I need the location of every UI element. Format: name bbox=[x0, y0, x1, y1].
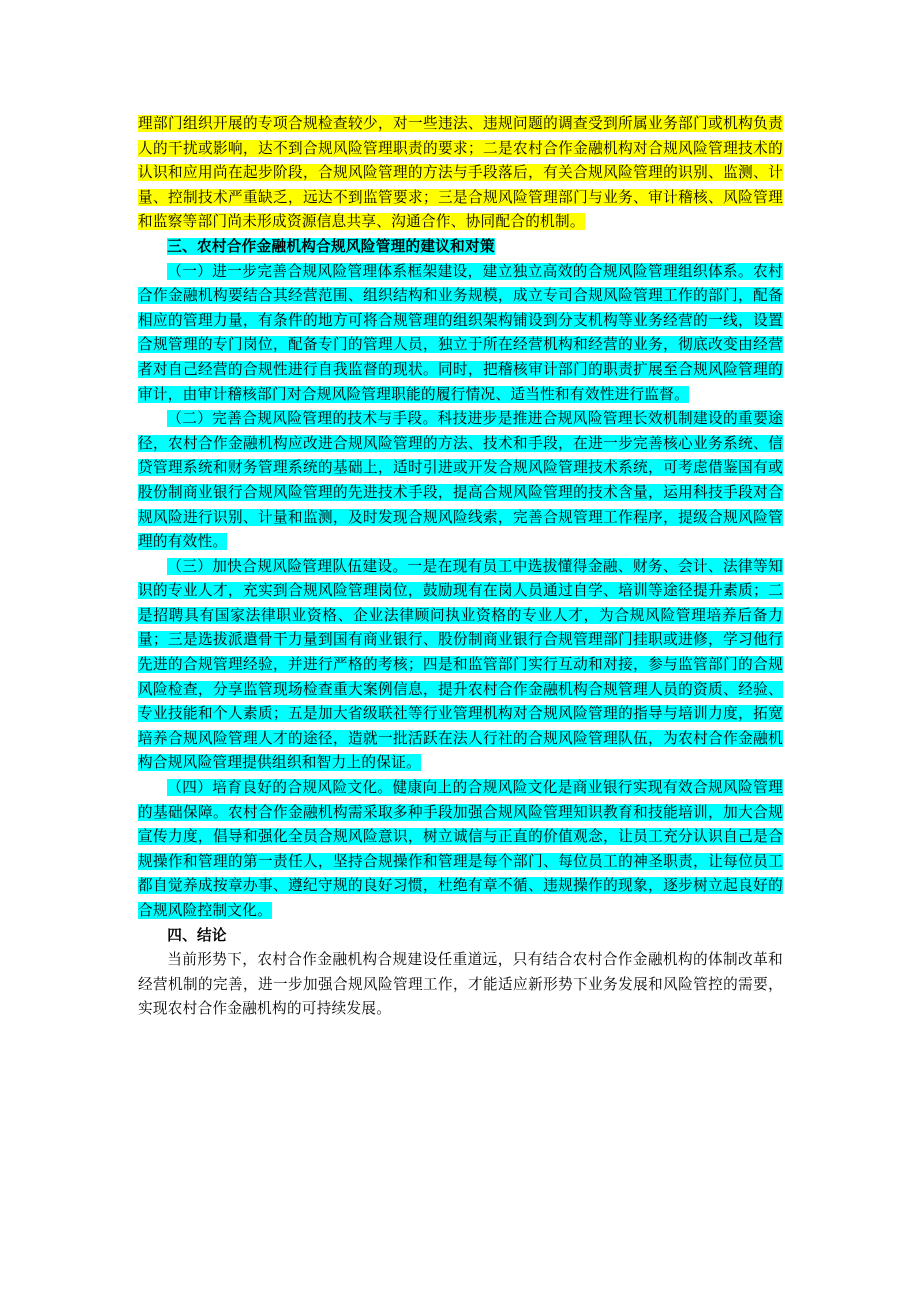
paragraph-intro bbox=[138, 112, 783, 235]
paragraph-three-text: （三）加快合规风险管理队伍建设。一是在现有员工中选拔懂得金融、财务、会计、法律等知识的专业人才，充实到合规风险管理岗位，鼓励现有在岗人员通过自学、培训等途径提升素质；二是招聘具有国家法律职业资格、企业法律顾问执业资格的专业人才，为合规风险管理培养后备力量；三是选拔派遣骨干力量到国有商业银行、股份制商业银行合规管理部门挂职或进修，学习他行先进的合规管理经验，并进行严格的考核；四是和监管部门实行互动和对接，参与监管部门的合规风险检查，分享监管现场检查重大案例信息，提升农村合作金融机构合规管理人员的资质、经验、专业技能和个人素质；五是加大省级联社等行业管理机构对合规风险管理的指导与培训力度，拓宽培养合规风险管理人才的途径，造就一批活跃在法人行社的合规风险管理队伍，为农村合作金融机构合规风险管理提供组织和智力上的保证。 bbox=[138, 557, 783, 772]
paragraph-four-text: （四）培育良好的合规风险文化。健康向上的合规风险文化是商业银行实现有效合规风险管理的基础保障。农村合作金融机构需采取多种手段加强合规风险管理知识教育和技能培训，加大合规宣传力度，倡导和强化全员合规风险意识，树立诚信与正直的价值观念，让员工充分认识自己是合规操作和管理的第一责任人，坚持合规操作和管理是每个部门、每位员工的神圣职责，让每位员工都自觉养成按章办事、遵纪守规的良好习惯，杜绝有章不循、违规操作的现象，逐步树立起良好的合规风险控制文化。 bbox=[138, 779, 783, 919]
section-three-heading bbox=[138, 235, 783, 260]
document-body bbox=[138, 112, 783, 1022]
paragraph-conclusion-text: 当前形势下，农村合作金融机构合规建设任重道远，只有结合农村合作金融机构的体制改革和经营机制的完善，进一步加强合规风险管理工作，才能适应新形势下业务发展和风险管控的需要，实现农村合作金融机构的可持续发展。 bbox=[138, 951, 783, 1018]
paragraph-one-text: （一）进一步完善合规风险管理体系框架建设，建立独立高效的合规风险管理组织体系。农村合作金融机构要结合其经营范围、组织结构和业务规模，成立专司合规风险管理工作的部门，配备相应的管理力量，有条件的地方可将合规管理的组织架构铺设到分支机构等业务经营的一线，设置合规管理的专门岗位，配备专门的管理人员，独立于所在经营机构和经营的业务，彻底改变由经营者对自己经营的合规性进行自我监督的现状。同时，把稽核审计部门的职责扩展至合规风险管理的审计，由审计稽核部门对合规风险管理职能的履行情况、适当性和有效性进行监督。 bbox=[138, 262, 783, 403]
section-three-heading-text: 三、农村合作金融机构合规风险管理的建议和对策 bbox=[167, 237, 495, 255]
section-four-heading bbox=[138, 924, 783, 949]
paragraph-conclusion bbox=[138, 948, 783, 1022]
section-four-heading-text: 四、结论 bbox=[167, 926, 227, 944]
paragraph-three bbox=[138, 555, 783, 776]
paragraph-intro-text: 理部门组织开展的专项合规检查较少，对一些违法、违规问题的调查受到所属业务部门或机构负责人的干扰或影响，达不到合规风险管理职责的要求；二是农村合作金融机构对合规风险管理技术的认识和应用尚在起步阶段，合规风险管理的方法与手段落后，有关合规风险管理的识别、监测、计量、控制技术严重缺乏，远达不到监管要求；三是合规风险管理部门与业务、审计稽核、风险管理和监察等部门尚未形成资源信息共享、沟通合作、协同配合的机制。 bbox=[138, 115, 783, 231]
paragraph-two bbox=[138, 407, 783, 555]
paragraph-one bbox=[138, 260, 783, 408]
paragraph-two-text: （二）完善合规风险管理的技术与手段。科技进步是推进合规风险管理长效机制建设的重要途径，农村合作金融机构应改进合规风险管理的方法、技术和手段，在进一步完善核心业务系统、信贷管理系统和财务管理系统的基础上，适时引进或开发合规风险管理技术系统，可考虑借鉴国有或股份制商业银行合规风险管理的先进技术手段，提高合规风险管理的技术含量，运用科技手段对合规风险进行识别、计量和监测，及时发现合规风险线索，完善合规管理工作程序，提级合规风险管理的有效性。 bbox=[138, 410, 783, 551]
paragraph-four bbox=[138, 776, 783, 924]
